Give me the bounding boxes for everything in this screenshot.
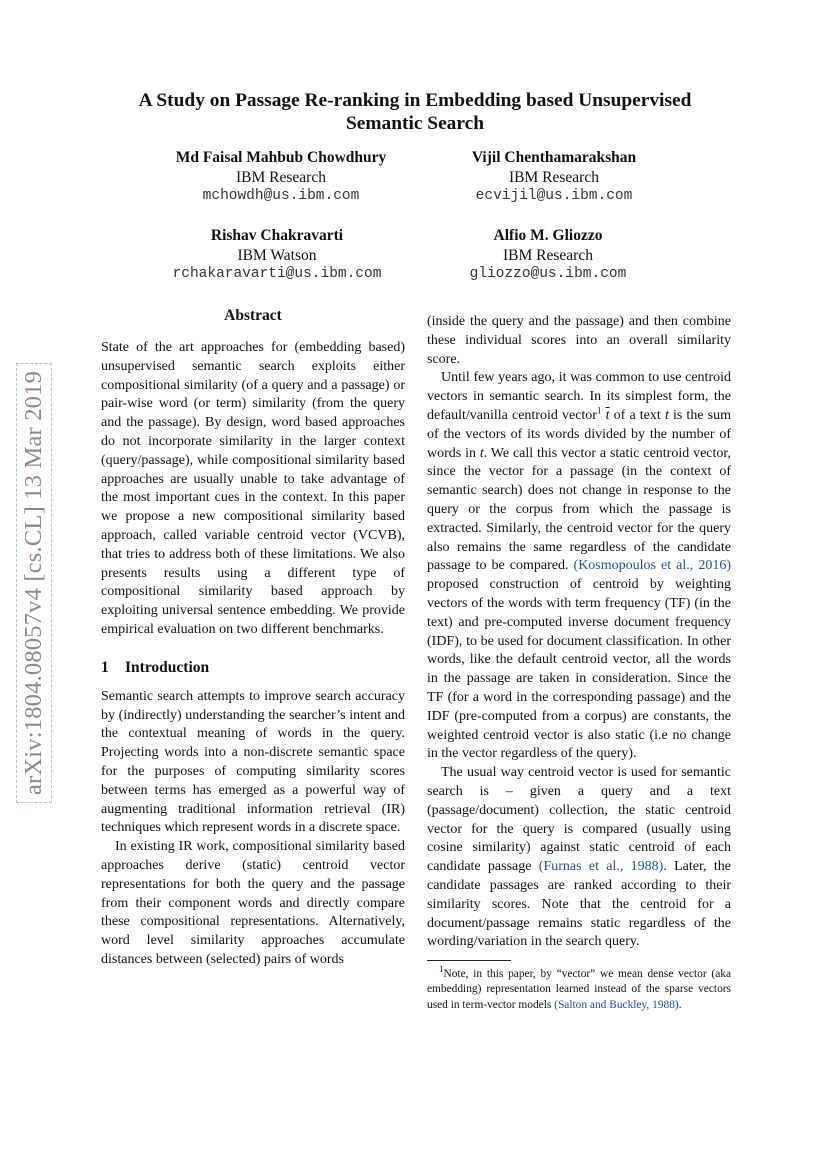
right-column bbox=[427, 313, 731, 1013]
text-run: is the sum of the vectors of its words divided by the number of words in bbox=[427, 407, 732, 461]
section-heading bbox=[101, 659, 405, 677]
author-name: Md Faisal Mahbub Chowdhury bbox=[175, 149, 387, 166]
author-email[interactable]: mchowdh@us.ibm.com bbox=[202, 188, 360, 204]
footnote-marker[interactable]: 1 bbox=[596, 405, 602, 416]
math-symbol: t bbox=[664, 407, 669, 423]
intro-paragraph: In existing IR work, compositional similarity based approaches derive (static) centroid vector representations for both the query and the passage from their component words and directly compare these compositional representations. Alternatively, word level similarity approaches accumulate distances between (selected) pairs of words bbox=[101, 839, 405, 967]
footnote bbox=[427, 964, 731, 1013]
text-run: . We call this vector a static centroid vector, since the vector for a passage (in the context of semantic search) does not change in response to the query or the corpus from which the passage is extracted. Similarly, the centroid vector for the query also remains the same regardless of the candidate passage to be compared. bbox=[427, 445, 731, 574]
intro-paragraph: Semantic search attempts to improve search accuracy by (indirectly) understanding the searcher’s intent and the contextual meaning of words in the query. Projecting words into a non-discrete semantic space for the purposes of computing similarity scores between terms has emerged as a powerful way of augmenting traditional information retrieval (IR) techniques which represent words in a discrete space. bbox=[101, 688, 405, 836]
section-number: 1 bbox=[101, 658, 109, 676]
author-email[interactable]: ecvijil@us.ibm.com bbox=[475, 188, 633, 204]
citation-link[interactable]: (Kosmopoulos et al., 2016) bbox=[573, 558, 731, 574]
author-affiliation: IBM Watson bbox=[237, 246, 317, 264]
text-run: . Later, the candidate passages are ranked according to their similarity scores. Note that the centroid for a document/passage remains static regardless of the wording/variation in the search query. bbox=[427, 859, 731, 950]
author-affiliation: IBM Research bbox=[236, 168, 326, 186]
text-run: Until few years ago, it was common to use centroid vectors in semantic search. In its simplest form, the default/vanilla centroid vector bbox=[427, 370, 731, 423]
paper-title-line-2: Semantic Search bbox=[345, 113, 485, 134]
author-name: Alfio M. Gliozzo bbox=[493, 227, 603, 244]
body-paragraph bbox=[427, 369, 731, 764]
text-run: The usual way centroid vector is used for semantic search is – given a query and a text (passage/document) collection, the static centroid vector for the query is compared (usually using cosine similarity) against static centroid of each candidate passage bbox=[427, 765, 731, 875]
footnote-divider bbox=[427, 960, 511, 961]
abstract bbox=[101, 307, 405, 640]
text-run: Note, in this paper, by “vector” we mean dense vector (aka embedding) representation learned instead of the sparse vectors used in term-vector models bbox=[427, 968, 731, 1011]
text-run: of a text bbox=[609, 407, 665, 423]
author-name: Rishav Chakravarti bbox=[210, 227, 344, 244]
text-run: proposed construction of centroid by weighting vectors of the words with term frequency (TF) (in the text) and pre-computed inverse document frequency (IDF), to be used for document classification. In other words, like the default centroid vector, all the words in the passage are taken in consideration. Since the TF (for a word in the corresponding passage) and the IDF (pre-computed from a corpus) are constants, the weighted centroid vector is also static (i.e no change in the vector regardless of the query). bbox=[427, 577, 731, 762]
citation-link[interactable]: (Furnas et al., 1988) bbox=[538, 859, 664, 875]
author-block-4 bbox=[398, 226, 698, 285]
paper-title bbox=[110, 89, 720, 135]
math-symbol: $\overline{t}$ bbox=[605, 407, 610, 423]
paper-title-line-1: A Study on Passage Re-ranking in Embedding based Unsupervised bbox=[138, 90, 692, 111]
math-symbol: t bbox=[479, 445, 484, 461]
citation-link[interactable]: (Salton and Buckley, 1988) bbox=[554, 998, 679, 1011]
author-affiliation: IBM Research bbox=[503, 246, 593, 264]
footnote-number: 1 bbox=[439, 964, 444, 975]
author-email[interactable]: rchakaravarti@us.ibm.com bbox=[172, 266, 382, 282]
author-email[interactable]: gliozzo@us.ibm.com bbox=[469, 266, 627, 282]
text-run: . bbox=[678, 998, 682, 1011]
body-paragraph bbox=[427, 764, 731, 952]
author-block-2 bbox=[404, 148, 704, 207]
section-title: Introduction bbox=[125, 658, 210, 676]
author-affiliation: IBM Research bbox=[509, 168, 599, 186]
author-block-3 bbox=[127, 226, 427, 285]
abstract-heading: Abstract bbox=[224, 307, 282, 324]
abstract-text: State of the art approaches for (embedding based) unsupervised semantic search exploits either compositional similarity (of a query and a passage) or pair-wise word (or term) similarity (from the query and the passage). By design, word based approaches do not incorporate similarity in the larger context (query/passage), while compositional similarity based approaches are usually unable to take advantage of the most important cues in the context. In this paper we propose a new compositional similarity based approach, called variable centroid vector (VCVB), that tries to address both of these limitations. We also presents results using a different type of compositional similarity based approach by exploiting universal sentence embedding. We provide empirical evaluation on two different benchmarks. bbox=[101, 340, 405, 637]
arxiv-stamp-container bbox=[14, 330, 54, 836]
author-name: Vijil Chenthamarakshan bbox=[471, 149, 637, 166]
left-column bbox=[101, 307, 405, 970]
author-block-1 bbox=[131, 148, 431, 207]
arxiv-stamp[interactable]: arXiv:1804.08057v4 [cs.CL] 13 Mar 2019 bbox=[20, 367, 48, 799]
body-paragraph: (inside the query and the passage) and then combine these individual scores into an overall similarity score. bbox=[427, 314, 731, 367]
